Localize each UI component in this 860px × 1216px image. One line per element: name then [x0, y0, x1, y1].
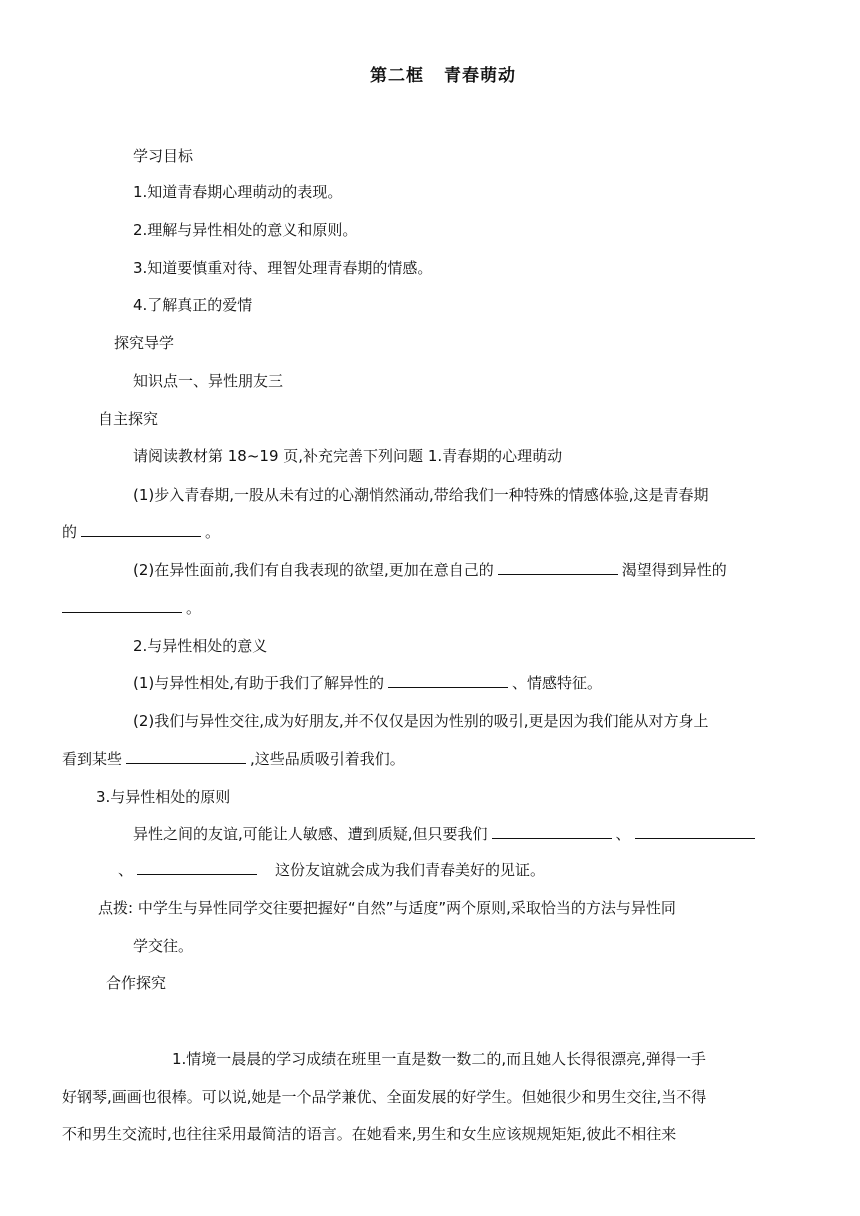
q3-cont-sep: 、: [118, 861, 134, 879]
scenario-line-1: 1.情境一晨晨的学习成绩在班里一直是数一数二的,而且她人长得很漂亮,弹得一手: [172, 1050, 706, 1068]
blank-field[interactable]: [126, 749, 246, 764]
blank-field[interactable]: [62, 598, 182, 613]
q1-2-suffix: 渴望得到异性的: [621, 561, 727, 579]
blank-field[interactable]: [635, 824, 755, 839]
q3-cont-text: 这份友谊就会成为我们青春美好的见证。: [275, 861, 546, 879]
q1-1-text: (1)步入青春期,一股从未有过的心潮悄然涌动,带给我们一种特殊的情感体验,这是青春期: [133, 486, 709, 504]
q1-2-cont: [62, 598, 201, 618]
q2-1-text: [133, 673, 602, 693]
scenario-line-3: 不和男生交流时,也往往采用最简洁的语言。在她看来,男生和女生应该规规矩矩,彼此不相往来: [62, 1125, 677, 1143]
goal-1: 1.知道青春期心理萌动的表现。: [133, 183, 343, 201]
heading-cooperative-explore: 合作探究: [106, 974, 167, 992]
scenario-line-2: 好钢琴,画画也很棒。可以说,她是一个品学兼优、全面发展的好学生。但她很少和男生交往,当不得: [62, 1088, 707, 1106]
q3-text: [133, 824, 759, 844]
q3-heading: 3.与异性相处的原则: [96, 788, 231, 806]
blank-field[interactable]: [388, 673, 508, 688]
q3-sep: 、: [615, 825, 631, 843]
tip-cont: 学交往。: [133, 937, 194, 955]
goal-4: 4.了解真正的爱情: [133, 296, 253, 314]
q1-2-text: [133, 560, 727, 580]
q2-1-suffix: 、情感特征。: [512, 674, 603, 692]
title-part-2: 青春萌动: [444, 66, 516, 86]
blank-field[interactable]: [81, 522, 201, 537]
blank-field[interactable]: [498, 560, 618, 575]
q2-2-text: (2)我们与异性交往,成为好朋友,并不仅仅是因为性别的吸引,更是因为我们能从对方身上: [133, 712, 709, 730]
q2-2-suffix: ,这些品质吸引着我们。: [250, 750, 405, 768]
blank-field[interactable]: [137, 860, 257, 875]
q1-1-suffix: 。: [205, 523, 221, 541]
heading-explore-guide: 探究导学: [114, 334, 175, 352]
heading-self-explore: 自主探究: [98, 410, 159, 428]
q2-2-cont: [62, 749, 405, 769]
blank-field[interactable]: [492, 824, 612, 839]
tip-text: 点拨: 中学生与异性同学交往要把握好“自然”与适度”两个原则,采取恰当的方法与异性同: [98, 899, 676, 917]
q2-1-prefix: (1)与异性相处,有助于我们了解异性的: [133, 674, 385, 692]
knowledge-point-1: 知识点一、异性朋友三: [133, 372, 284, 390]
q1-2-prefix: (2)在异性面前,我们有自我表现的欲望,更加在意自己的: [133, 561, 494, 579]
q1-1-cont: [62, 522, 220, 542]
q3-cont: [118, 860, 545, 880]
goal-2: 2.理解与异性相处的意义和原则。: [133, 221, 358, 239]
page-title: [370, 66, 516, 86]
q1-1-prefix: 的: [62, 523, 78, 541]
q3-prefix: 异性之间的友谊,可能让人敏感、遭到质疑,但只要我们: [133, 825, 488, 843]
q1-2-end: 。: [186, 599, 202, 617]
title-part-1: 第二框: [370, 66, 424, 86]
goal-3: 3.知道要慎重对待、理智处理青春期的情感。: [133, 259, 433, 277]
q2-heading: 2.与异性相处的意义: [133, 637, 268, 655]
heading-learning-goals: 学习目标: [133, 147, 194, 165]
q2-2-prefix: 看到某些: [62, 750, 123, 768]
instruction-line: 请阅读教材第 18~19 页,补充完善下列问题 1.青春期的心理萌动: [133, 447, 563, 465]
